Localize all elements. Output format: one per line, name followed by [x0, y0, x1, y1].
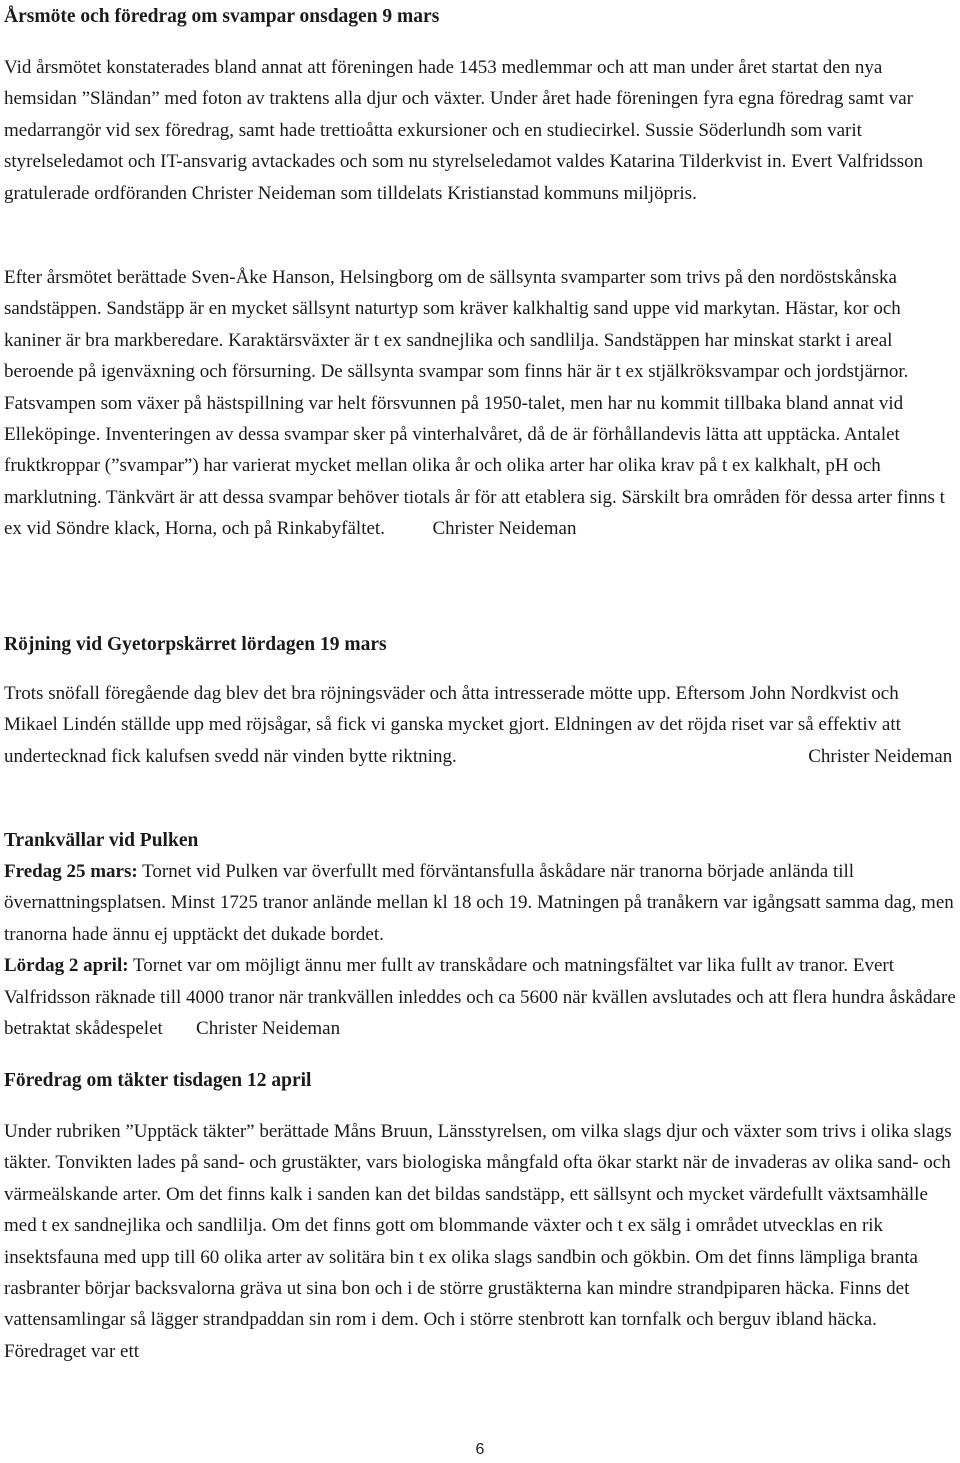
text-lordag: Tornet var om möjligt ännu mer fullt av transkådare och matningsfältet var lika fullt av tranor. Evert Valfridsson räknade till 4000 tranor när trankvällen inleddes och ca 5600 när kvällen avslutades och att flera hundra åskådare betraktat skådespelet [4, 955, 956, 1040]
heading-arsmote: Årsmöte och föredrag om svampar onsdagen 9 mars [4, 6, 440, 27]
label-lordag: Lördag 2 april: [4, 955, 129, 977]
paragraph-svampar [4, 262, 956, 545]
signature-author: Christer Neideman [196, 1018, 341, 1040]
text-fredag: Tornet vid Pulken var överfullt med förväntansfulla åskådare när tranorna började anlända till övernattningsplatsen. Minst 1725 tranor anlände mellan kl 18 och 19. Matningen på tranåkern var igångsatt samma dag, men tranorna hade ännu ej upptäckt det dukade bordet. [4, 861, 954, 945]
paragraph-rojning-text: Trots snöfall föregående dag blev det bra röjningsväder och åtta intresserade mötte upp. Eftersom John Nordkvist och Mikael Lindén ställde upp med röjsågar, så fick vi ganska mycket gjort. Eldningen av det röjda riset var så effektiv att undertecknad fick kalufsen svedd när vinden bytte riktning. [4, 683, 901, 767]
paragraph-arsmote: Vid årsmötet konstaterades bland annat att föreningen hade 1453 medlemmar och att man under året startat den nya hemsidan ”Sländan” med foton av traktens alla djur och växter. Under året hade föreningen fyra egna föredrag samt var medarrangör vid sex föredrag, samt hade trettioåtta exkursioner och en studiecirkel. Sussie Söderlundh som varit styrelseledamot och IT-ansvarig avtackades och som nu styrelseledamot valdes Katarina Tilderkvist in. Evert Valfridsson gratulerade ordföranden Christer Neideman som tilldelats Kristianstad kommuns miljöpris. [4, 57, 924, 204]
heading-trankvallar: Trankvällar vid Pulken [4, 830, 199, 851]
paragraph-rojning [4, 678, 956, 772]
heading-rojning: Röjning vid Gyetorpskärret lördagen 19 mars [4, 634, 387, 655]
signature-author: Christer Neideman [432, 518, 577, 540]
paragraph-trankvallar [4, 856, 956, 1044]
heading-taktsr: Föredrag om täkter tisdagen 12 april [4, 1070, 312, 1091]
paragraph-takter: Under rubriken ”Upptäck täkter” berättade Måns Bruun, Länsstyrelsen, om vilka slags djur och växter som trivs i olika slags täkter. Tonvikten lades på sand- och grustäkter, vars biologiska mångfald ofta ökar starkt när de invaderas av olika sand- och värmeälskande arter. Om det finns kalk i sanden kan det bildas sandstäpp, ett sällsynt och mycket värdefullt växtsamhälle med t ex sandnejlika och sandlilja. Om det finns gott om blommande växter och t ex sälg i området utvecklas en rik insektsfauna med upp till 60 olika arter av solitära bin t ex olika slags sandbin och gökbin. Om det finns lämpliga branta rasbranter börjar backsvalorna gräva ut sina bon och i de större grustäkterna kan mindre strandpiparen häcka. Finns det vattensamlingar så lägger strandpaddan sin rom i dem. Och i större stenbrott kan tornfalk och berguv ibland häcka. Föredraget var ett [4, 1121, 952, 1362]
page-number: 6 [475, 1441, 485, 1458]
paragraph-svampar-text: Efter årsmötet berättade Sven-Åke Hanson, Helsingborg om de sällsynta svamparter som trivs på den nordöstskånska sandstäppen. Sandstäpp är en mycket sällsynt naturtyp som kräver kalkhaltig sand uppe vid markytan. Hästar, kor och kaniner är bra markberedare. Karaktärsväxter är t ex sandnejlika och sandlilja. Sandstäppen har minskat starkt i areal beroende på igenväxning och försurning. De sällsynta svampar som finns här är t ex stjälkröksvampar och jordstjärnor. Fatsvampen som växer på hästspillning var helt försvunnen på 1950-talet, men har nu kommit tillbaka bland annat vid Elleköpinge. Inventeringen av dessa svampar sker på vinterhalvåret, då de är förhållandevis lätta att upptäcka. Antalet fruktkroppar (”svampar”) har varierat mycket mellan olika år och olika arter har olika krav på t ex kalkhalt, pH och marklutning. Tänkvärt är att dessa svampar behöver tiotals år för att etablera sig. Särskilt bra områden för dessa arter finns t ex vid Söndre klack, Horna, och på Rinkabyfältet. [4, 267, 945, 540]
signature-author: Christer Neideman [808, 745, 953, 767]
label-fredag: Fredag 25 mars: [4, 861, 138, 882]
